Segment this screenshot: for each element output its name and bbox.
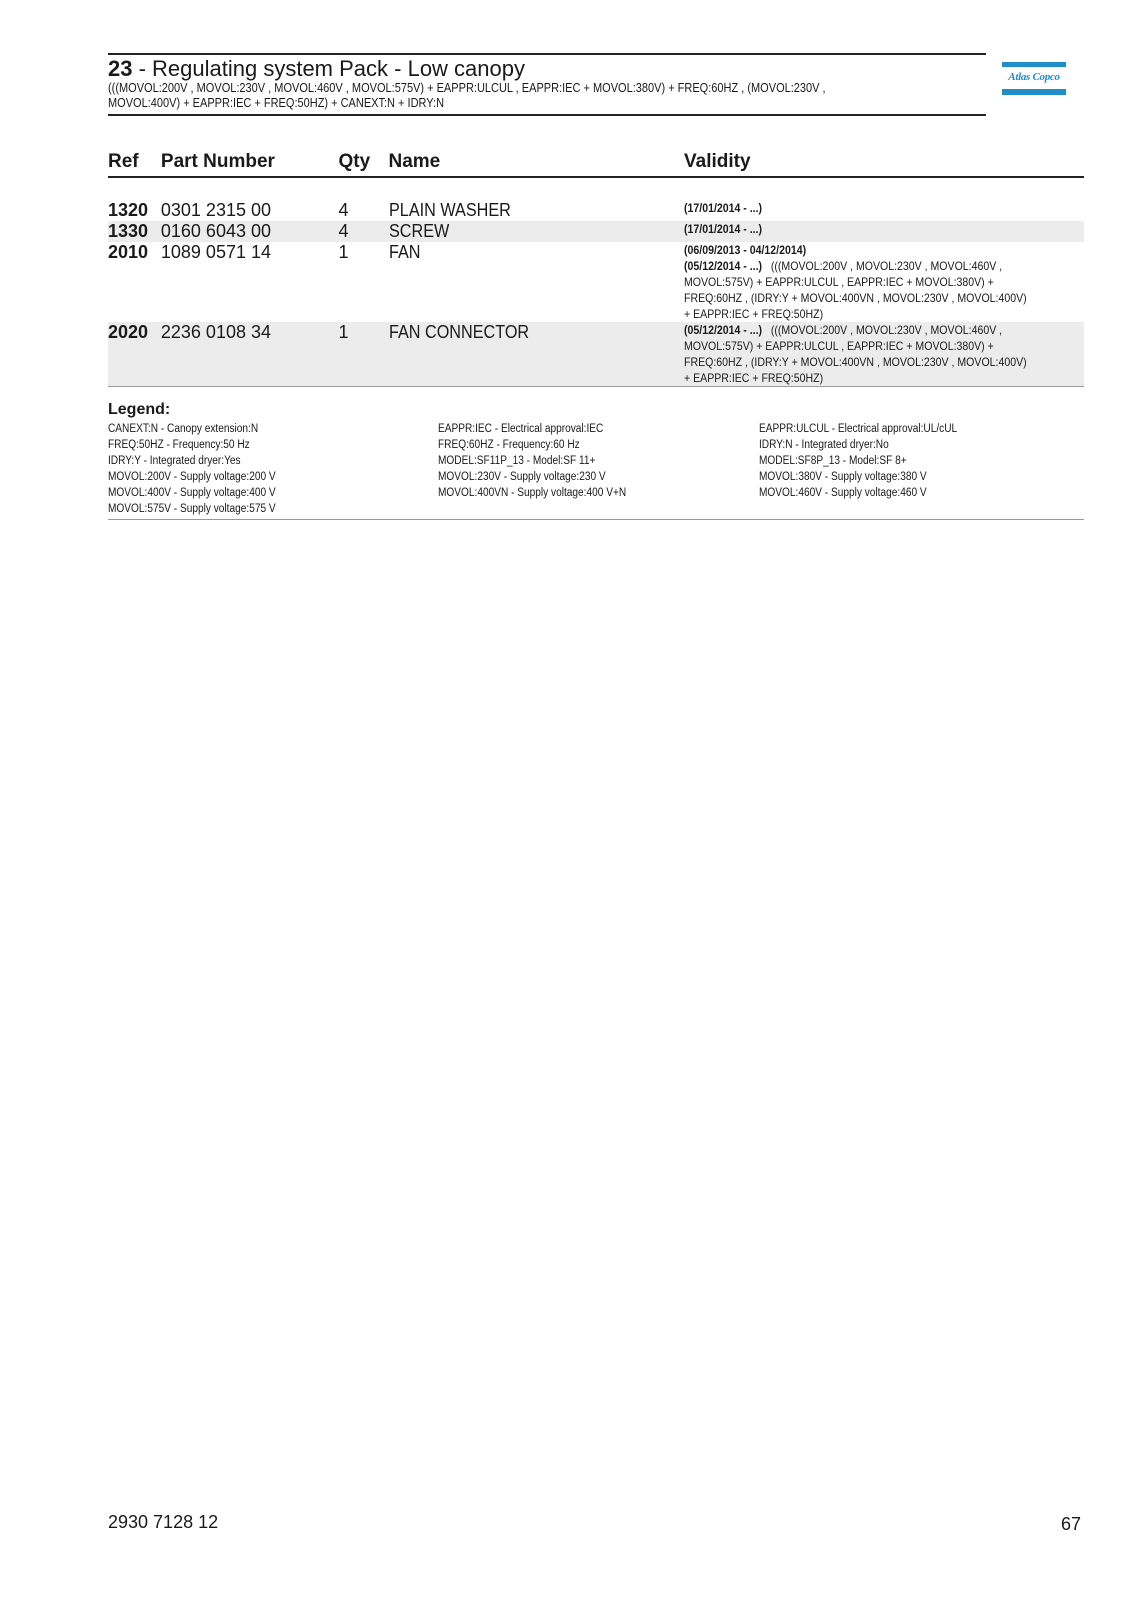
page-number: 67 [1060,1514,1081,1534]
legend-item: MOVOL:400V - Supply voltage:400 V [108,487,276,499]
legend-item: MOVOL:200V - Supply voltage:200 V [108,471,276,483]
validity-date: (06/09/2013 - 04/12/2014) [684,243,807,257]
table-row [108,221,1084,242]
validity-condition: FREQ:60HZ , (IDRY:Y + MOVOL:400VN , MOVOL:230V , MOVOL:400V) [684,355,1027,369]
page-header [108,53,986,116]
table-row [108,200,1084,221]
row-name [389,200,685,221]
legend-column-2 [438,421,652,501]
legend-item: FREQ:60HZ - Frequency:60 Hz [438,439,580,451]
legend-item: MOVOL:575V - Supply voltage:575 V [108,503,276,515]
validity-condition: (((MOVOL:200V , MOVOL:230V , MOVOL:460V , [770,259,1003,273]
atlas-copco-logo [1002,62,1066,96]
legend-item: EAPPR:IEC - Electrical approval:IEC [438,423,604,435]
legend-title: Legend: [108,401,171,418]
page-title [108,57,986,81]
row-part-number: 1089 0571 14 [160,242,271,262]
legend-item: MOVOL:460V - Supply voltage:460 V [759,487,927,499]
header-ref: Ref [108,148,161,177]
table-row [108,242,1084,322]
row-name-text: FAN [388,242,421,262]
row-ref: 2010 [108,242,149,262]
subtitle-line-1: (((MOVOL:200V , MOVOL:230V , MOVOL:460V , MOVOL:575V) + EAPPR:ULCUL , EAPPR:IEC + MOVOL:380V) + FREQ:60HZ , (MOVOL:230V , [108,81,826,95]
section-title: - Regulating system Pack - Low canopy [132,56,525,81]
row-part-number: 0301 2315 00 [160,200,271,220]
validity-date: (05/12/2014 - ...) [684,259,763,273]
row-qty: 4 [339,221,389,242]
logo-bar-top [1002,62,1066,67]
legend-item: MOVOL:230V - Supply voltage:230 V [438,471,606,483]
row-qty: 4 [338,200,349,220]
validity-condition: + EAPPR:IEC + FREQ:50HZ) [684,371,824,385]
row-ref: 2020 [108,322,161,387]
row-name-text: FAN CONNECTOR [388,322,529,342]
header-qty: Qty [339,148,389,177]
row-name-text: SCREW [388,221,449,241]
legend-item: EAPPR:ULCUL - Electrical approval:UL/cUL [759,423,958,435]
subtitle-line-2: MOVOL:400V) + EAPPR:IEC + FREQ:50HZ) + CANEXT:N + IDRY:N [108,96,445,110]
validity-condition: + EAPPR:IEC + FREQ:50HZ) [684,307,824,321]
validity-condition: FREQ:60HZ , (IDRY:Y + MOVOL:400VN , MOVOL:230V , MOVOL:400V) [684,291,1027,305]
legend-column-1 [108,421,299,517]
legend-item: MOVOL:400VN - Supply voltage:400 V+N [438,487,627,499]
logo-bar-bottom [1002,89,1066,95]
row-qty: 1 [338,242,349,262]
table-row [108,322,1084,387]
row-ref: 1330 [108,221,161,242]
row-name-text: PLAIN WASHER [388,200,511,220]
row-name [389,221,685,242]
validity-condition: (((MOVOL:200V , MOVOL:230V , MOVOL:460V , [770,323,1003,337]
spacer-row [108,177,1084,200]
legend-item: IDRY:Y - Integrated dryer:Yes [108,455,241,467]
row-validity [684,242,1084,322]
parts-table [108,148,1084,387]
legend-grid [108,421,1084,517]
row-name [389,322,685,387]
page-subtitle [108,81,979,111]
validity-date: (05/12/2014 - ...) [684,323,763,337]
legend-item: CANEXT:N - Canopy extension:N [108,423,259,435]
row-name [389,242,685,322]
logo-text: Atlas Copco [1008,71,1060,83]
legend [108,401,1084,520]
legend-item: IDRY:N - Integrated dryer:No [759,439,889,451]
row-part-number: 0160 6043 00 [161,221,339,242]
validity-date: (17/01/2014 - ...) [684,222,763,236]
header-name: Name [389,148,685,177]
row-validity [684,322,1084,387]
row-ref: 1320 [108,200,149,220]
legend-column-3 [759,421,984,501]
legend-item: MOVOL:380V - Supply voltage:380 V [759,471,927,483]
row-part-number: 2236 0108 34 [161,322,339,387]
document-number: 2930 7128 12 [108,1512,219,1532]
validity-date: (17/01/2014 - ...) [684,201,763,215]
table-header-row [108,148,1084,177]
row-qty: 1 [339,322,389,387]
header-part-number: Part Number [161,148,339,177]
row-validity [684,221,1084,242]
validity-condition: MOVOL:575V) + EAPPR:ULCUL , EAPPR:IEC + MOVOL:380V) + [684,339,994,353]
header-validity: Validity [684,148,1084,177]
validity-condition: MOVOL:575V) + EAPPR:ULCUL , EAPPR:IEC + MOVOL:380V) + [684,275,994,289]
row-validity [684,200,1084,221]
legend-item: FREQ:50HZ - Frequency:50 Hz [108,439,250,451]
section-number: 23 [108,56,133,81]
legend-item: MODEL:SF8P_13 - Model:SF 8+ [759,455,907,467]
legend-item: MODEL:SF11P_13 - Model:SF 11+ [438,455,596,467]
